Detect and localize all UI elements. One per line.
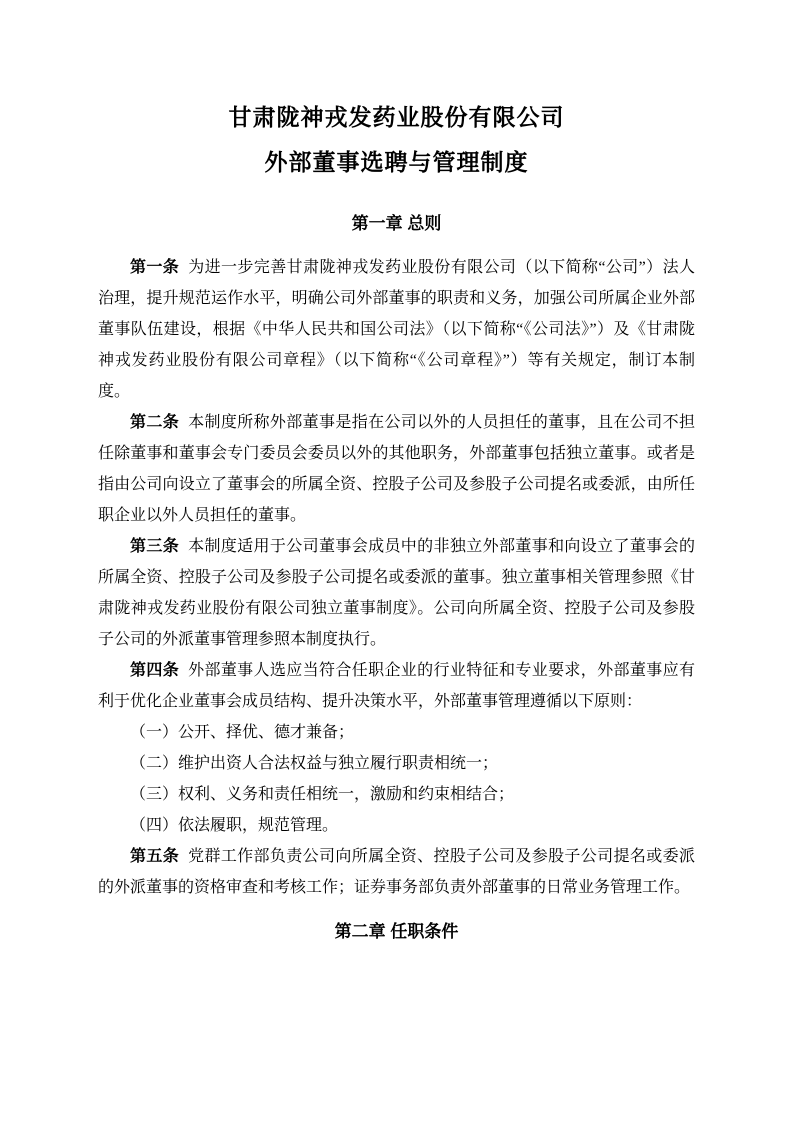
document-title-line1: 甘肃陇神戎发药业股份有限公司: [228, 104, 565, 130]
document-title-line2: 外部董事选聘与管理制度: [264, 149, 529, 175]
article-5: [98, 841, 695, 903]
article-4-label: 第四条: [130, 662, 180, 679]
article-2: [98, 407, 695, 531]
chapter-1-heading: 第一章 总则: [351, 214, 442, 233]
article-1-text: 为进一步完善甘肃陇神戎发药业股份有限公司（以下简称“公司”）法人治理，提升规范运作水平，明确公司外部董事的职责和义务，加强公司所属企业外部董事队伍建设，根据《中华人民共和国公司法》（以下简称“《公司法》”）及《甘肃陇神戎发药业股份有限公司章程》（以下简称“《公司章程》”）等有关规定，制订本制度。: [98, 259, 695, 400]
article-4-item-1: （一）公开、择优、德才兼备；: [130, 724, 355, 741]
article-1-label: 第一条: [130, 259, 180, 276]
article-4-text: 外部董事人选应当符合任职企业的行业特征和专业要求，外部董事应有利于优化企业董事会成员结构、提升决策水平，外部董事管理遵循以下原则：: [98, 662, 695, 710]
chapter-2-heading: 第二章 任职条件: [334, 922, 459, 941]
article-5-text: 党群工作部负责公司向所属全资、控股子公司及参股子公司提名或委派的外派董事的资格审查和考核工作；证券事务部负责外部董事的日常业务管理工作。: [98, 848, 695, 896]
article-4-item-2: （二）维护出资人合法权益与独立履行职责相统一；: [130, 755, 499, 772]
article-3: [98, 531, 695, 655]
article-2-label: 第二条: [130, 414, 180, 431]
article-4-item-4: （四）依法履职，规范管理。: [130, 817, 339, 834]
article-4: [98, 655, 695, 717]
article-5-label: 第五条: [130, 848, 180, 865]
article-2-text: 本制度所称外部董事是指在公司以外的人员担任的董事，且在公司不担任除董事和董事会专门委员会委员以外的其他职务，外部董事包括独立董事。或者是指由公司向设立了董事会的所属全资、控股子公司及参股子公司提名或委派，由所任职企业以外人员担任的董事。: [98, 414, 695, 524]
article-3-text: 本制度适用于公司董事会成员中的非独立外部董事和向设立了董事会的所属全资、控股子公司及参股子公司提名或委派的董事。独立董事相关管理参照《甘肃陇神戎发药业股份有限公司独立董事制度》。公司向所属全资、控股子公司及参股子公司的外派董事管理参照本制度执行。: [98, 538, 695, 648]
article-4-item-3: （三）权利、义务和责任相统一，激励和约束相结合；: [130, 786, 515, 803]
document-title-block: [98, 95, 695, 185]
article-1: [98, 252, 695, 407]
article-3-label: 第三条: [130, 538, 180, 555]
